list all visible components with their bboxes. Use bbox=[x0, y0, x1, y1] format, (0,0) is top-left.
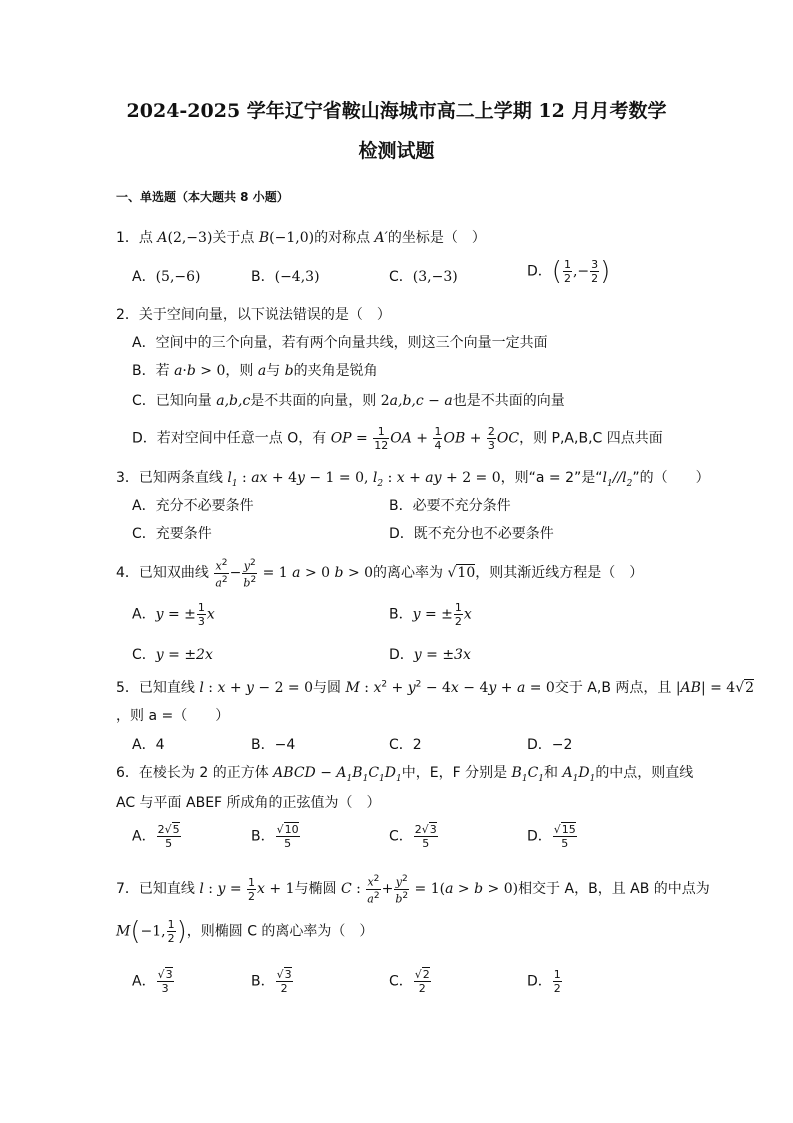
question-6-option-d[interactable]: D． $\frac{√15}{5}$ bbox=[527, 823, 576, 850]
question-6-option-b[interactable]: B． $\frac{√10}{5}$ bbox=[251, 823, 299, 850]
question-1-option-b[interactable]: B．(−4,3) bbox=[251, 269, 320, 285]
question-7-stem: 7．已知直线 l : y = $\frac{1}{2}$ x + 1与椭圆 C : $\frac{x^2}{a^2}$ + $\frac{y^2}{b^2}$ = 1(a > b > 0)相交于 A，B，且 AB 的中点为 bbox=[116, 874, 710, 906]
question-1-option-c[interactable]: C．(3,−3) bbox=[389, 269, 458, 285]
question-3-option-c[interactable]: C．充要条件 bbox=[132, 526, 212, 542]
question-4-option-a[interactable]: A．y = ± $\frac{1}{3}$ x bbox=[132, 601, 215, 628]
question-1-stem: 1．点 A(2,−3)关于点 B(−1,0)的对称点 A′的坐标是（ ） bbox=[116, 230, 486, 246]
document-title-line2: 检测试题 bbox=[358, 140, 435, 162]
question-6-option-a[interactable]: A． $\frac{2√5}{5}$ bbox=[132, 823, 180, 850]
question-6-stem-line2: AC 与平面 ABEF 所成角的正弦值为（ ） bbox=[116, 795, 381, 811]
question-6-stem: 6．在棱长为 2 的正方体 ABCD − $A_1B_1C_1D_1$中，E，F 分别是 $B_1C_1$和 $A_1D_1$的中点，则直线 bbox=[116, 765, 694, 784]
question-2-option-a[interactable]: A．空间中的三个向量，若有两个向量共线，则这三个向量一定共面 bbox=[132, 335, 548, 351]
question-1-option-a[interactable]: A．(5,−6) bbox=[132, 269, 201, 285]
question-5-option-c[interactable]: C．2 bbox=[389, 737, 422, 753]
question-3-option-a[interactable]: A．充分不必要条件 bbox=[132, 498, 254, 514]
section-heading: 一、单选题（本大题共 8 小题） bbox=[116, 190, 289, 204]
question-2-option-c[interactable]: C．已知向量 a,b,c是不共面的向量，则 2a,b,c − a也是不共面的向量 bbox=[132, 393, 565, 409]
question-4-stem: 4．已知双曲线 $\frac{x^2}{a^2}$ − $\frac{y^2}{b^2}$ = 1 a > 0 b > 0的离心率为 √10，则其渐近线方程是（ ） bbox=[116, 558, 644, 590]
question-3-option-d[interactable]: D．既不充分也不必要条件 bbox=[389, 526, 554, 542]
question-5-stem-line2: ，则 a =（ ） bbox=[116, 708, 230, 724]
question-7-stem-line2: M(−1, $\frac{1}{2}$ )，则椭圆 C 的离心率为（ ） bbox=[116, 916, 374, 947]
question-2-option-d[interactable]: D．若对空间中任意一点 O，有 OP = $\frac{1}{12}$ OA + $\frac{1}{4}$ OB + $\frac{2}{3}$ OC，则 P,A,B,C 四点共面 bbox=[132, 425, 663, 452]
question-5-option-b[interactable]: B．−4 bbox=[251, 737, 296, 753]
question-7-option-b[interactable]: B． $\frac{√3}{2}$ bbox=[251, 968, 292, 995]
question-2-option-b[interactable]: B．若 a·b > 0，则 a与 b的夹角是锐角 bbox=[132, 363, 378, 379]
document-title-line1: 2024-2025 学年辽宁省鞍山海城市高二上学期 12 月月考数学 bbox=[126, 100, 667, 122]
question-3-stem: 3．已知两条直线 $l_1$ : ax + 4y − 1 = 0, $l_2$ : x + ay + 2 = 0，则“a = 2”是“$l_1//l_2$”的（ ） bbox=[116, 470, 710, 489]
question-4-option-c[interactable]: C．y = ±2x bbox=[132, 647, 213, 663]
question-7-option-d[interactable]: D． $\frac{1}{2}$ bbox=[527, 968, 561, 995]
question-2-stem: 2．关于空间向量，以下说法错误的是（ ） bbox=[116, 307, 391, 323]
question-5-stem: 5．已知直线 l : x + y − 2 = 0与圆 M : $x^2 + y^2 - 4x - 4y + a = 0$交于 A,B 两点，且 |AB| = 4√2 bbox=[116, 679, 755, 696]
question-4-option-b[interactable]: B．y = ± $\frac{1}{2}$ x bbox=[389, 601, 472, 628]
question-6-option-c[interactable]: C． $\frac{2√3}{5}$ bbox=[389, 823, 437, 850]
question-5-option-a[interactable]: A．4 bbox=[132, 737, 165, 753]
question-7-option-c[interactable]: C． $\frac{√2}{2}$ bbox=[389, 968, 430, 995]
question-1-option-d[interactable]: D．( $\frac{1}{2}$ ,− $\frac{3}{2}$ ) bbox=[527, 256, 611, 287]
question-5-option-d[interactable]: D．−2 bbox=[527, 737, 573, 753]
question-4-option-d[interactable]: D．y = ±3x bbox=[389, 647, 471, 663]
question-7-option-a[interactable]: A． $\frac{√3}{3}$ bbox=[132, 968, 173, 995]
question-3-option-b[interactable]: B．必要不充分条件 bbox=[389, 498, 511, 514]
